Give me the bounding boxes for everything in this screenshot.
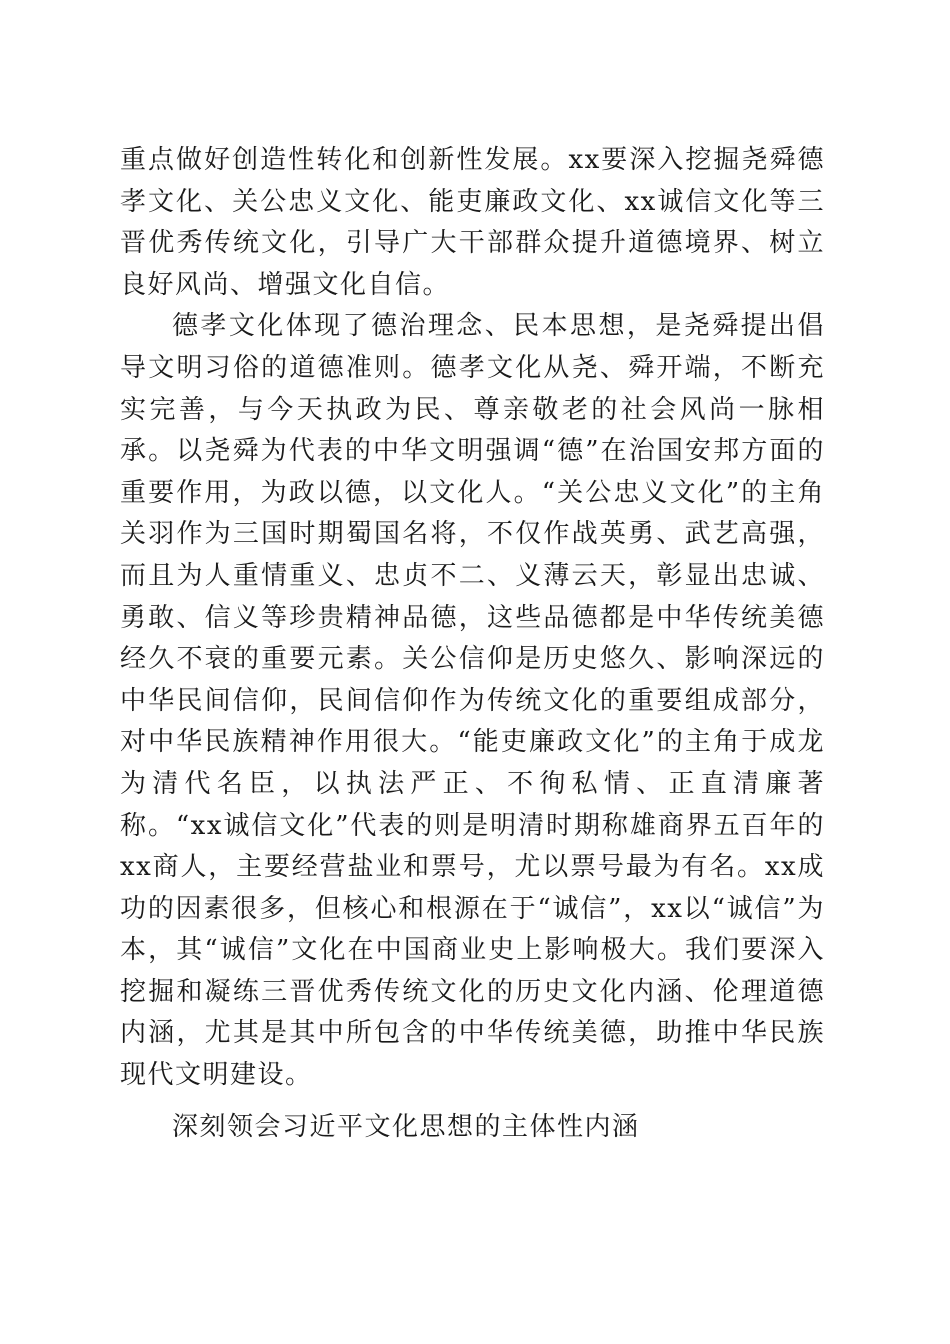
section-heading: 深刻领会习近平文化思想的主体性内涵 <box>172 1111 640 1142</box>
paragraph-continuation: 重点做好创造性转化和创新性发展。xx要深入挖掘尧舜德孝文化、关公忠义文化、能吏廉政文化、xx诚信文化等三晋优秀传统文化，引导广大干部群众提升道德境界、树立良好风尚、增强文化自信。 <box>120 145 825 300</box>
paragraph-dexiao-culture: 德孝文化体现了德治理念、民本思想，是尧舜提出倡导文明习俗的道德准则。德孝文化从尧、舜开端，不断充实完善，与今天执政为民、尊亲敬老的社会风尚一脉相承。以尧舜为代表的中华文明强调“德”在治国安邦方面的重要作用，为政以德，以文化人。“关公忠义文化”的主角关羽作为三国时期蜀国名将，不仅作战英勇、武艺高强，而且为人重情重义、忠贞不二、义薄云天，彰显出忠诚、勇敢、信义等珍贵精神品德，这些品德都是中华传统美德经久不衰的重要元素。关公信仰是历史悠久、影响深远的中华民间信仰，民间信仰作为传统文化的重要组成部分，对中华民族精神作用很大。“能吏廉政文化”的主角于成龙为清代名臣，以执法严正、不徇私情、正直清廉著称。“xx诚信文化”代表的则是明清时期称雄商界五百年的xx商人，主要经营盐业和票号，尤以票号最为有名。xx成功的因素很多，但核心和根源在于“诚信”，xx以“诚信”为本，其“诚信”文化在中国商业史上影响极大。我们要深入挖掘和凝练三晋优秀传统文化的历史文化内涵、伦理道德内涵，尤其是其中所包含的中华传统美德，助推中华民族现代文明建设。 <box>120 311 825 1091</box>
document-body <box>120 140 825 1148</box>
